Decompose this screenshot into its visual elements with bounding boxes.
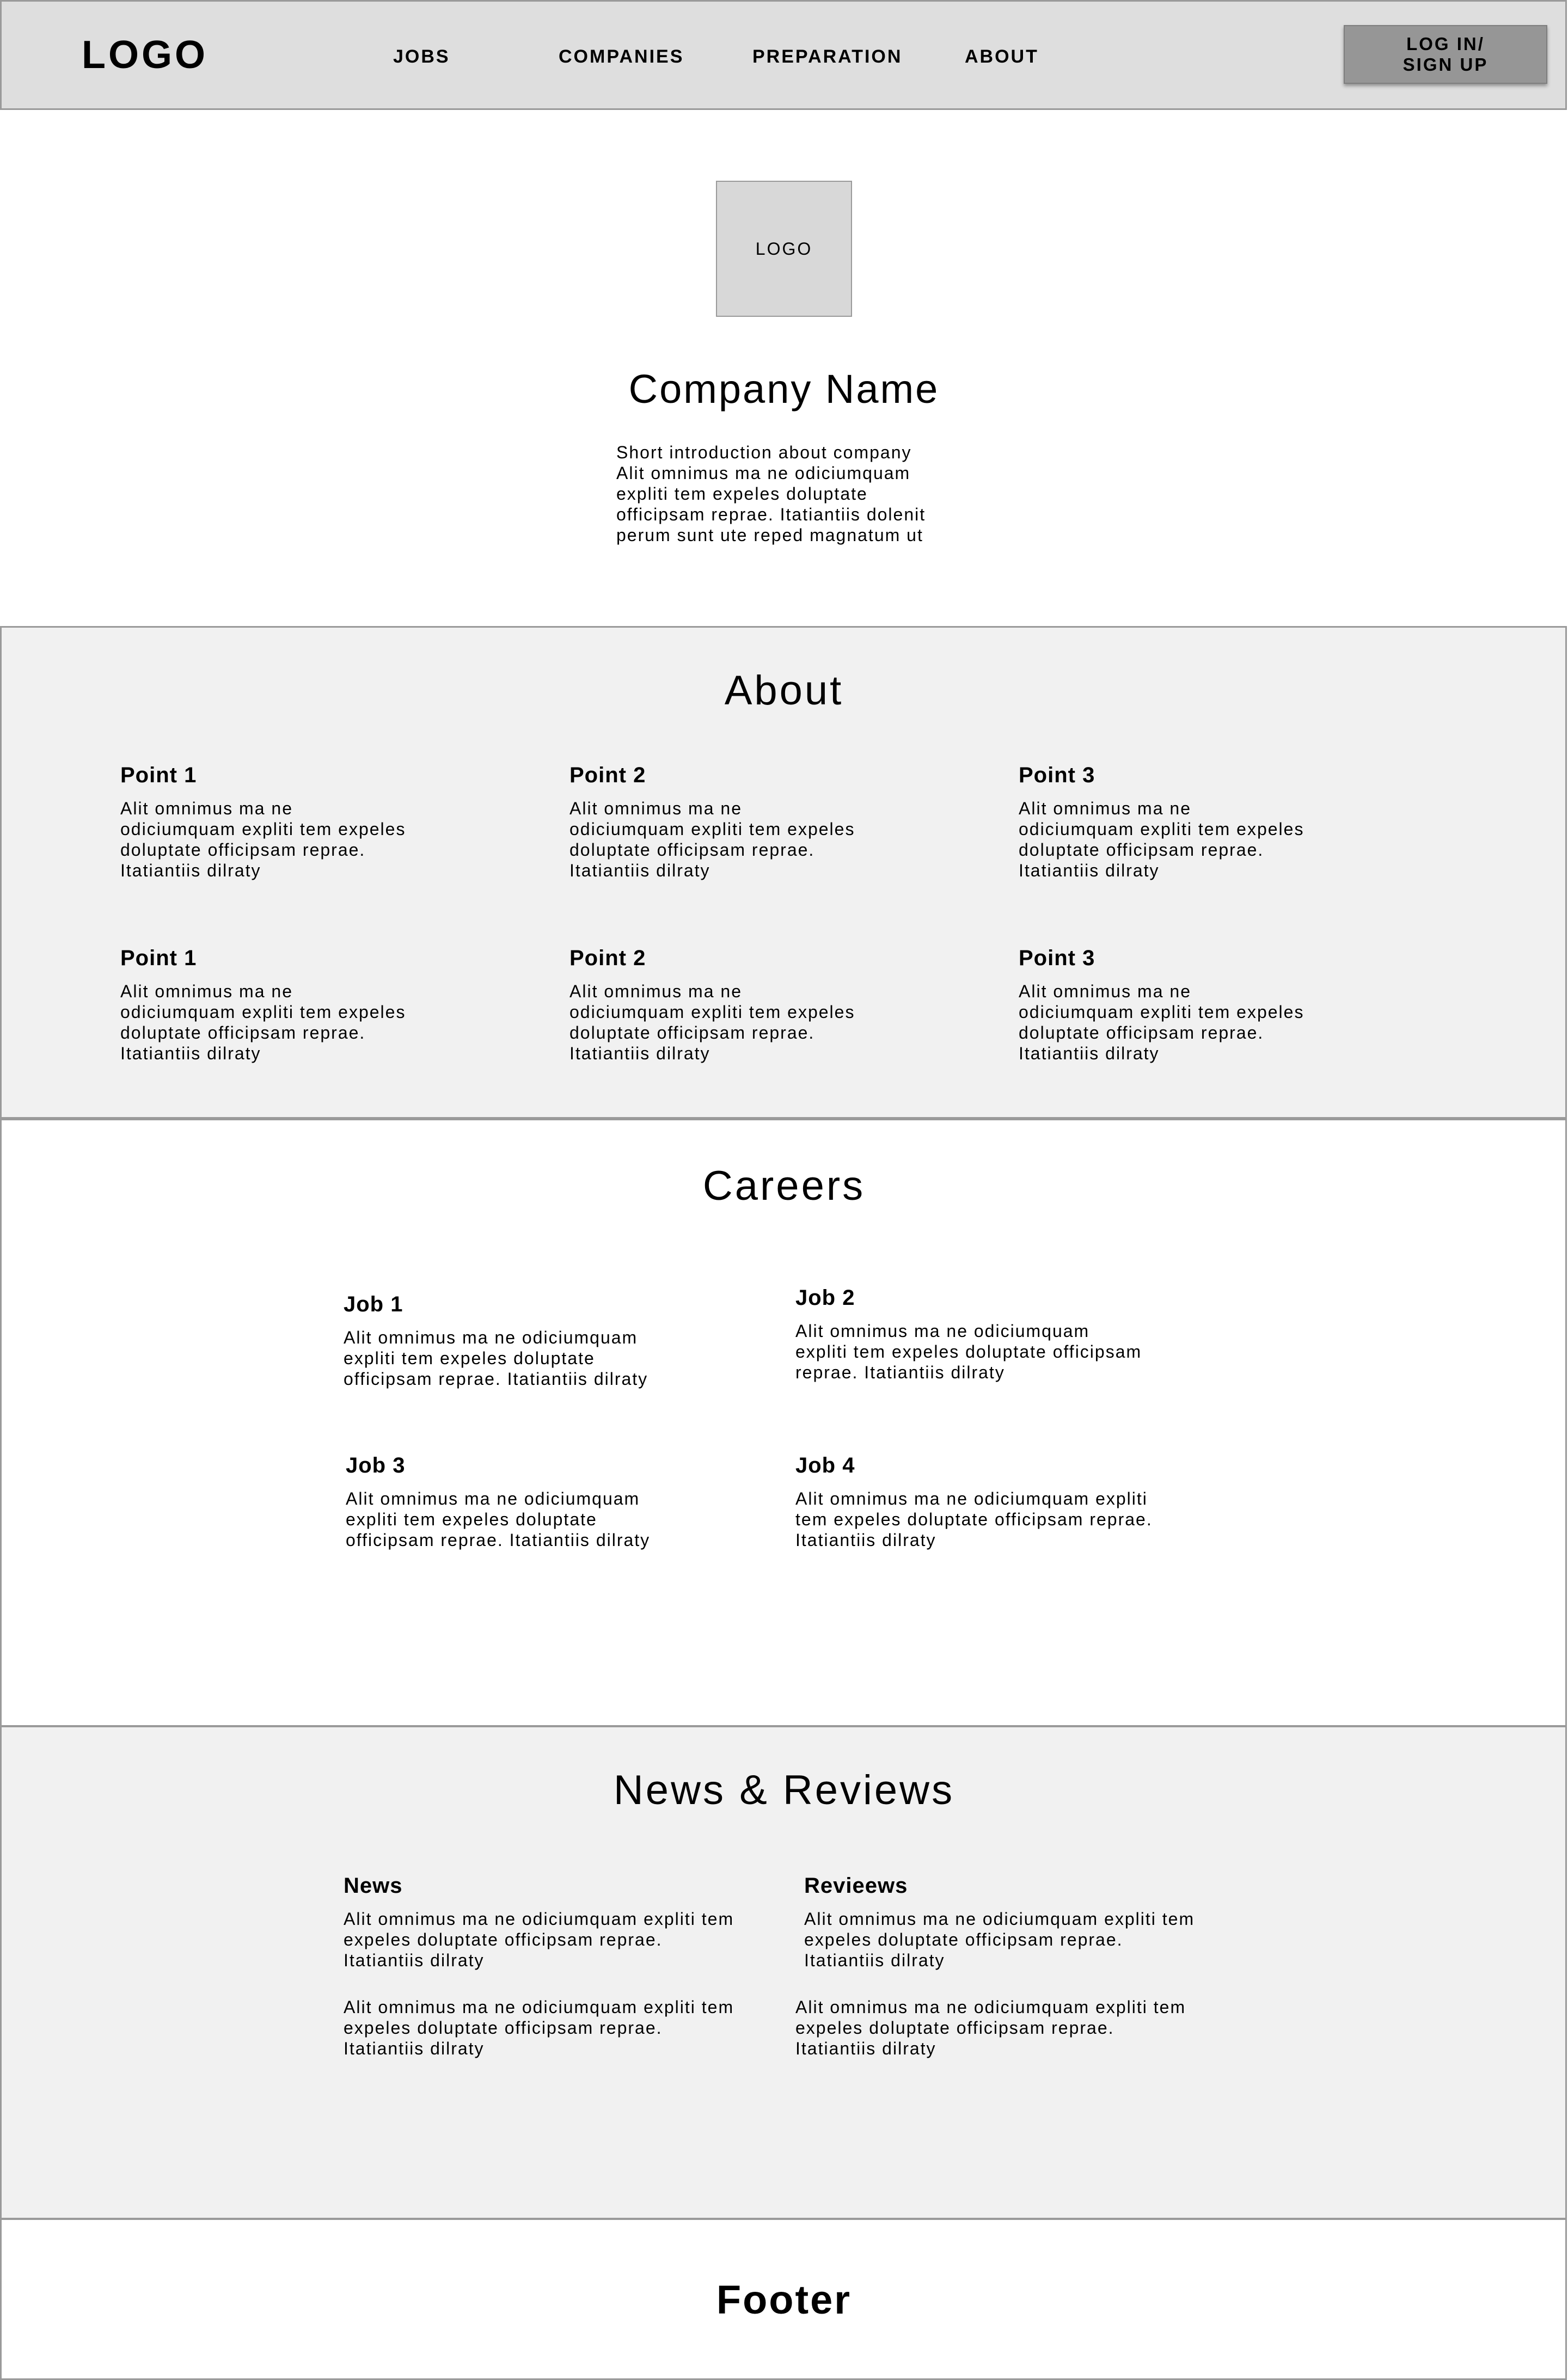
site-logo[interactable]: LOGO [82, 33, 208, 77]
about-title: About [724, 667, 844, 714]
nav-companies[interactable]: COMPANIES [559, 46, 684, 67]
review-item: Alit omnimus ma ne odiciumquam expliti tem expeles doluptate officipsam reprae. Itatiantiis dilraty [795, 1997, 1186, 2058]
news-heading: News [344, 1874, 403, 1898]
reviews-heading: Revieews [804, 1874, 908, 1898]
about-point-title: Point 2 [569, 946, 646, 970]
about-point-title: Point 3 [1019, 763, 1095, 787]
news-reviews-title: News & Reviews [613, 1767, 955, 1813]
nav-preparation[interactable]: PREPARATION [752, 46, 903, 67]
about-point-title: Point 3 [1019, 946, 1095, 970]
job-title[interactable]: Job 4 [795, 1453, 855, 1477]
nav-about[interactable]: ABOUT [965, 46, 1039, 67]
job-title[interactable]: Job 2 [795, 1286, 855, 1310]
about-point-title: Point 1 [120, 946, 197, 970]
company-name: Company Name [628, 366, 940, 412]
news-item: Alit omnimus ma ne odiciumquam expliti tem expeles doluptate officipsam reprae. Itatiantiis dilraty [344, 1909, 734, 1970]
nav-jobs[interactable]: JOBS [393, 46, 450, 67]
about-point-title: Point 2 [569, 763, 646, 787]
about-point-text: Alit omnimus ma ne odiciumquam expliti tem expeles doluptate officipsam reprae. Itatiantiis dilraty [569, 982, 855, 1063]
about-point-text: Alit omnimus ma ne odiciumquam expliti tem expeles doluptate officipsam reprae. Itatiantiis dilraty [1019, 982, 1304, 1063]
footer-title: Footer [716, 2277, 852, 2322]
job-title[interactable]: Job 3 [346, 1453, 406, 1477]
about-point-text: Alit omnimus ma ne odiciumquam expliti tem expeles doluptate officipsam reprae. Itatiantiis dilraty [120, 799, 406, 880]
job-description: Alit omnimus ma ne odiciumquam expliti tem expeles doluptate officipsam reprae. Itatiantiis dilraty [346, 1489, 651, 1550]
job-description: Alit omnimus ma ne odiciumquam expliti tem expeles doluptate officipsam reprae. Itatiantiis dilraty [344, 1328, 648, 1389]
company-logo-placeholder: LOGO [716, 181, 852, 317]
news-item: Alit omnimus ma ne odiciumquam expliti tem expeles doluptate officipsam reprae. Itatiantiis dilraty [344, 1997, 734, 2058]
login-signup-button[interactable]: LOG IN/ SIGN UP [1344, 25, 1547, 84]
job-description: Alit omnimus ma ne odiciumquam expliti tem expeles doluptate officipsam reprae. Itatiantiis dilraty [795, 1321, 1142, 1382]
job-description: Alit omnimus ma ne odiciumquam expliti tem expeles doluptate officipsam reprae. Itatiantiis dilraty [795, 1489, 1153, 1550]
about-point-text: Alit omnimus ma ne odiciumquam expliti tem expeles doluptate officipsam reprae. Itatiantiis dilraty [120, 982, 406, 1063]
job-title[interactable]: Job 1 [344, 1292, 403, 1316]
review-item: Alit omnimus ma ne odiciumquam expliti tem expeles doluptate officipsam reprae. Itatiantiis dilraty [804, 1909, 1195, 1970]
company-intro: Short introduction about company Alit omnimus ma ne odiciumquam expliti tem expeles doluptate officipsam reprae. Itatiantiis dolenit perum sunt ute reped magnatum ut [616, 443, 926, 545]
about-point-text: Alit omnimus ma ne odiciumquam expliti tem expeles doluptate officipsam reprae. Itatiantiis dilraty [1019, 799, 1304, 880]
careers-title: Careers [702, 1163, 866, 1209]
about-point-title: Point 1 [120, 763, 197, 787]
about-point-text: Alit omnimus ma ne odiciumquam expliti tem expeles doluptate officipsam reprae. Itatiantiis dilraty [569, 799, 855, 880]
